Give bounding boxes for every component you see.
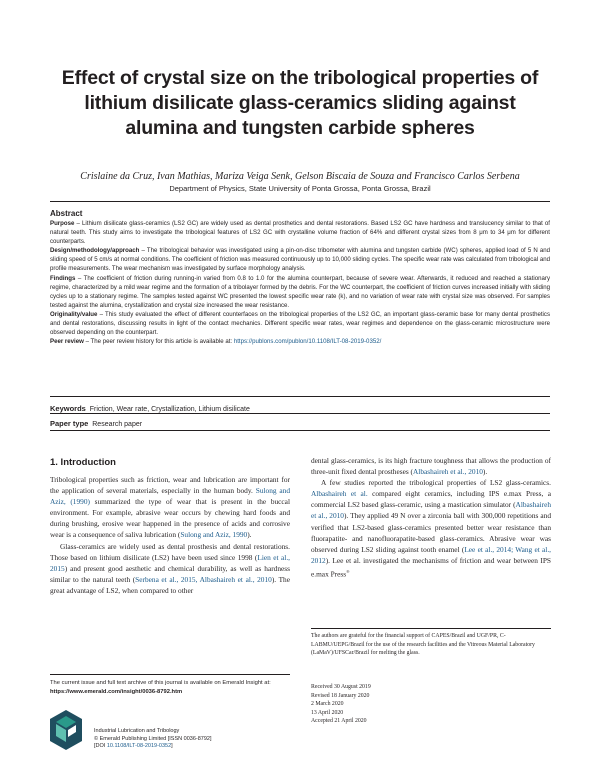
keywords-rule [50, 413, 550, 414]
journal-name: Industrial Lubrication and Tribology [94, 728, 180, 734]
acknowledgement-footnote: The authors are grateful for the financial support of CAPES/Brazil and UGF/PR, C-LABMU/UEPG/Brazil for the use of the research facilities and the Vitreous Material Laboratory (LaMaV)/UFSCar/Brazil for melting the glass. [311, 633, 535, 656]
journal-doi [94, 743, 211, 751]
intro-text: ). Lee et al. investigated the mechanisms of friction and wear between IPS e.max Press [311, 555, 551, 579]
paper-type-text: Research paper [92, 421, 143, 428]
intro-text: ). [482, 467, 488, 477]
intro-text: Tribological properties such as friction, wear and lubrication are important for the application of several materials, especially in the human body. [50, 475, 290, 496]
archive-text: The current issue and full text archive of this journal is available on Emerald Insight at: [50, 680, 271, 686]
journal-copyright: © Emerald Publishing Limited [ISSN 0036-8792] [94, 735, 212, 742]
abstract-body [50, 219, 550, 346]
date-line: Revised 18 January 2020 [311, 692, 370, 699]
design-text: – The tribological behavior was investigated using a pin-on-disc tribometer with alumina and tungsten carbide (WC) spheres, applied load of 5 N and sliding speed of 5 cm/s at normal conditions. The coefficient of friction was measured continuously up to 10,000 sliding cycles. The specific wear rate was calculated from tribological and profile measurements. The wear mechanism was investigated by surface morphology analysis. [50, 247, 550, 273]
intro-text: ). They applied 49 N over a zirconia ball with 300,000 repetitions and verified that LS2-based glass-ceramics presented better wear resistance than fluorapatite- and nanofluorapatite-based glass-ceramics. Abrasive wear was observed during LS2 sliding against tooth enamel ( [311, 511, 551, 554]
abstract-top-rule [50, 201, 550, 202]
peer-review-text: – The peer review history for this article is available at: [83, 338, 234, 346]
citation-link[interactable]: Albashaireh et al. [311, 489, 368, 499]
date-line: 13 April 2020 [311, 709, 344, 716]
date-line: Received 30 August 2019 [311, 684, 371, 690]
intro-text: dental glass-ceramics, is its high fracture toughness that allows the production of three-unit fixed dental prostheses ( [311, 456, 551, 477]
section-heading-introduction: 1. Introduction [50, 457, 116, 468]
keywords-label: Keywords [50, 404, 86, 413]
citation-link[interactable]: Albashaireh et al., 2010 [311, 500, 551, 521]
date-line: Accepted 21 April 2020 [311, 718, 367, 724]
paper-type-label: Paper type [50, 419, 89, 428]
findings-label: Findings [50, 274, 76, 282]
paper-title: Effect of crystal size on the tribological properties of lithium disilicate glass-ceramics sliding against alumina and tungsten carbide spheres [61, 67, 539, 139]
intro-text: summarized the type of wear that is present in the buccal environment. For example, abrasive wear occurs by chewing hard foods and during brushing, erosive wear happened in the presence of acids and corrosive wear is a consequence of saliva lubrication ( [50, 497, 290, 540]
right-column [311, 455, 551, 579]
citation-link[interactable]: Sulong and Aziz, (1990) [50, 486, 290, 507]
article-dates [311, 683, 551, 726]
keywords-line [50, 404, 250, 413]
intro-text: ) and present good aesthetic and chemical durability, as well as hardness similar to the natural teeth ( [50, 563, 290, 584]
doi-suffix: ] [171, 743, 173, 750]
originality-text: – This study evaluated the effect of different counterfaces on the tribological properties of the LS2 GC, an important glass-ceramic base for many dental prosthetics and dental restorations, discussing results in light of the contact mechanics. Different specific wear rates, wear regimes and dependence on the glass-ceramic microstructure were observed depending on the counterpart. [50, 310, 550, 337]
affiliation: Department of Physics, State University of Ponta Grossa, Ponta Grossa, Brazil [169, 184, 431, 193]
purpose-text: – Lithium disilicate glass-ceramics (LS2 GC) are widely used as dental prosthetics and dental restorations. Based LS2 GC have hardness and translucency similar to that of natural teeth. This study aims to investigate the tribological features of LS2 GC with crystalline volume fraction of 64% and different crystal sizes from 8 μm to 34 μm for different counterparts. [50, 220, 550, 246]
design-label: Design/methodology/approach [50, 247, 140, 255]
keywords-text: Friction, Wear rate, Crystallization, Lithium disilicate [89, 406, 250, 413]
originality-label: Originality/value [50, 310, 98, 318]
intro-text: ). The great advantage of LS2, when compared to other [50, 574, 290, 595]
citation-link[interactable]: Serbena et al., 2015, Albashaireh et al., 2010 [135, 574, 272, 584]
archive-url[interactable]: https://www.emerald.com/insight/0036-8792.htm [50, 688, 183, 695]
doi-link[interactable]: 10.1108/ILT-08-2019-0352 [106, 743, 172, 750]
paper-type-rule [50, 430, 550, 431]
purpose-label: Purpose [50, 220, 75, 227]
citation-link[interactable]: Sulong and Aziz, 1990 [180, 530, 248, 540]
intro-text: A few studies reported the tribological properties of LS2 glass-ceramics. [321, 478, 551, 488]
intro-text: compared eight ceramics, including IPS e.max Press, a commercial LS2 based glass-ceramic, using a mastication simulator ( [311, 489, 551, 510]
doi-prefix: [DOI [94, 743, 107, 750]
archive-footnote [50, 679, 290, 696]
abstract-heading: Abstract [50, 209, 83, 218]
footnote-right-rule [311, 628, 551, 629]
citation-link[interactable]: Albashaireh et al., 2010 [412, 467, 483, 477]
citation-link[interactable]: Lien et al., 2015 [50, 552, 290, 573]
journal-info [94, 728, 211, 751]
paper-type-line [50, 419, 142, 428]
intro-text: ). [247, 530, 252, 540]
date-line: 2 March 2020 [311, 701, 344, 707]
peer-review-label: Peer review [50, 338, 84, 346]
emerald-logo [50, 710, 82, 750]
author-list: Crislaine da Cruz, Ivan Mathias, Mariza Veiga Senk, Gelson Biscaia de Souza and Francisco Carlos Serbena [80, 171, 520, 182]
peer-review-link[interactable]: https://publons.com/publon/10.1108/ILT-08-2019-0352/ [233, 338, 382, 346]
footnote-left-rule [50, 674, 290, 675]
registered-mark: ® [346, 568, 350, 574]
intro-text: Glass-ceramics are widely used as dental prosthesis and dental restorations. Those based on lithium disilicate (LS2) have been used since 1998 ( [50, 541, 290, 562]
left-column [50, 474, 290, 596]
citation-link[interactable]: Lee et al., 2014; Wang et al., 2012 [311, 544, 551, 565]
findings-text: – The coefficient of friction during running-in varied from 0.8 to 1.0 for the alumina counterpart, because of severe wear. Afterwards, it reduced and reached a stationary regime, characterized by a mild wear regime and the formation of a tribolayer formed by the debris. For the WC counterpart, the coefficient of friction curves increased initially with sliding cycles up to a stationary regime. The samples tested against WC presented the lowest specific wear rate (k), and no variation of wear rate with crystal size was observed. For samples tested against the alumina, crystallization and crystal size increased the wear resistance. [50, 274, 550, 309]
abstract-bottom-rule [50, 396, 550, 397]
